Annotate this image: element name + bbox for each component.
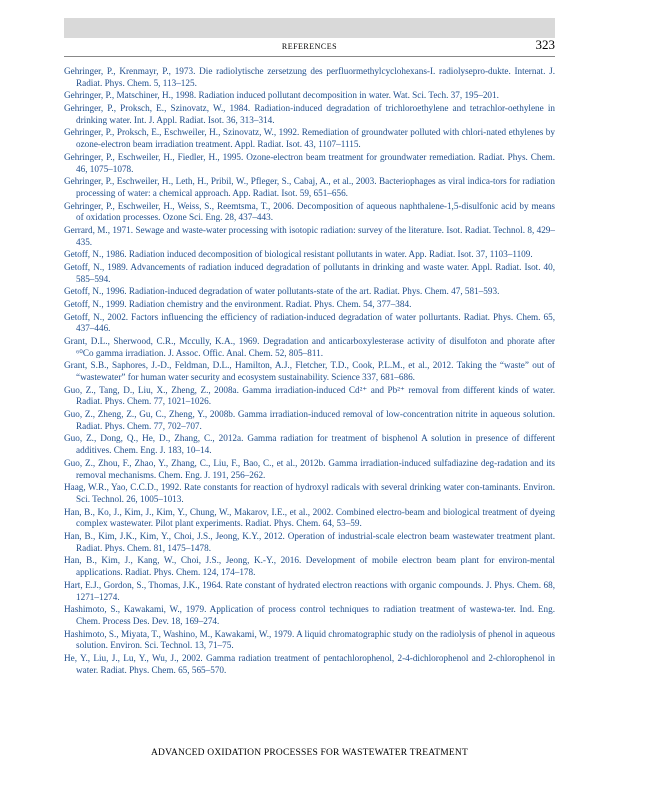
reference-item: Grant, D.L., Sherwood, C.R., Mccully, K.A., 1969. Degradation and anticarboxylesterase activity of disulfoton and phorate after ⁶⁰Co gamma irradiation. J. Assoc. Offic. Anal. Chem. 52, 805–811. <box>64 335 555 358</box>
header-band <box>64 18 555 38</box>
reference-list <box>64 66 555 677</box>
reference-item: Grant, S.B., Saphores, J.-D., Feldman, D.L., Hamilton, A.J., Fletcher, T.D., Cook, P.L.M., et al., 2012. Taking the “waste” out of “wastewater” for human water security and ecosystem sustainability. Science 337, 681–686. <box>64 360 555 383</box>
reference-item: Gehringer, P., Eschweiler, H., Leth, H., Pribil, W., Pfleger, S., Cabaj, A., et al., 2003. Bacteriophages as viral indica-tors for radiation processing of water: a chemical approach. App. Radiat. Isot. 59, 651–656. <box>64 176 555 198</box>
reference-item: Guo, Z., Zheng, Z., Gu, C., Zheng, Y., 2008b. Gamma irradiation-induced removal of low-concentration nitrite in aqueous solution. Radiat. Phys. Chem. 77, 702–707. <box>64 409 555 431</box>
reference-item: Hashimoto, S., Miyata, T., Washino, M., Kawakami, W., 1979. A liquid chromatographic study on the radiolysis of phenol in aqueous solution. Environ. Sci. Technol. 13, 71–75. <box>64 628 555 651</box>
reference-item: Han, B., Ko, J., Kim, J., Kim, Y., Chung, W., Makarov, I.E., et al., 2002. Combined electro-beam and biological treatment of dyeing complex wastewater. Pilot plant experiments. Radiat. Phys. Chem. 64, 53–59. <box>64 506 555 529</box>
reference-item: Getoff, N., 2002. Factors influencing the efficiency of radiation-induced degradation of water pollurtants. Radiat. Phys. Chem. 65, 437–446. <box>64 311 555 334</box>
reference-item: Getoff, N., 1989. Advancements of radiation induced degradation of pollutants in drinking and waste water. Appl. Radiat. Isot. 40, 585–594. <box>64 261 555 284</box>
reference-item: Getoff, N., 1996. Radiation-induced degradation of water pollutants-state of the art. Radiat. Phys. Chem. 47, 581–593. <box>64 286 500 297</box>
reference-item: Getoff, N., 1986. Radiation induced decomposition of biological resistant pollutants in water. App. Radiat. Isot. 37, 1103–1109. <box>64 249 533 260</box>
reference-item: Guo, Z., Dong, Q., He, D., Zhang, C., 2012a. Gamma radiation for treatment of bisphenol A solution in presence of different additives. Chem. Eng. J. 183, 10–14. <box>64 433 555 456</box>
reference-item: Guo, Z., Zhou, F., Zhao, Y., Zhang, C., Liu, F., Bao, C., et al., 2012b. Gamma irradiation-induced sulfadiazine deg-radation and its removal mechanisms. Chem. Eng. J. 191, 256–262. <box>64 457 555 480</box>
running-head: REFERENCES <box>281 42 338 51</box>
reference-item: Gehringer, P., Proksch, E., Eschweiler, H., Szinovatz, W., 1992. Remediation of groundwater polluted with chlori-nated ethylenes by ozone-electron beam irradiation treatment. Appl. Radiat. Isot. 43, 1107–1115. <box>64 127 555 150</box>
reference-item: Gehringer, P., Matschiner, H., 1998. Radiation induced pollutant decomposition in water. Wat. Sci. Tech. 37, 195–201. <box>64 90 499 101</box>
reference-item: He, Y., Liu, J., Lu, Y., Wu, J., 2002. Gamma radiation treatment of pentachlorophenol, 2-4-dichlorophenol and 2-chlorophenol in water. Radiat. Phys. Chem. 65, 565–570. <box>64 652 555 675</box>
reference-item: Haag, W.R., Yao, C.C.D., 1992. Rate constants for reaction of hydroxyl radicals with several drinking water con-taminants. Environ. Sci. Technol. 26, 1005–1013. <box>64 482 555 505</box>
reference-item: Han, B., Kim, J.K., Kim, Y., Choi, J.S., Jeong, K.Y., 2012. Operation of industrial-scale electron beam wastewater treatment plant. Radiat. Phys. Chem. 81, 1475–1478. <box>64 531 555 553</box>
reference-item: Han, B., Kim, J., Kang, W., Choi, J.S., Jeong, K.-Y., 2016. Development of mobile electron beam plant for environ-mental applications. Radiat. Phys. Chem. 124, 174–178. <box>64 555 555 578</box>
reference-item: Gehringer, P., Proksch, E., Szinovatz, W., 1984. Radiation-induced degradation of trichloroethylene and tetrachlor-oethylene in drinking water. Int. J. Appl. Radiat. Isot. 36, 313–314. <box>64 102 555 125</box>
reference-item: Hart, E.J., Gordon, S., Thomas, J.K., 1964. Rate constant of hydrated electron reactions with organic compounds. J. Phys. Chem. 68, 1271–1274. <box>64 579 555 602</box>
page-number: 323 <box>535 37 555 52</box>
reference-item: Gehringer, P., Krenmayr, P., 1973. Die radiolytische zersetzung des perfluormethylcyclohexans-I. radiolysepro-dukte. Internat. J. Radiat. Phys. Chem. 5, 113–125. <box>64 66 555 88</box>
reference-item: Hashimoto, S., Kawakami, W., 1979. Application of process control techniques to radiation treatment of wastewa-ter. Ind. Eng. Chem. Process Des. Dev. 18, 169–274. <box>64 604 555 626</box>
reference-item: Gerrard, M., 1971. Sewage and waste-water processing with isotopic radiation: survey of the literature. Isot. Radiat. Technol. 8, 429–435. <box>64 224 555 247</box>
page-header <box>64 38 555 57</box>
reference-item: Guo, Z., Tang, D., Liu, X., Zheng, Z., 2008a. Gamma irradiation-induced Cd²⁺ and Pb²⁺ removal from different kinds of water. Radiat. Phys. Chem. 77, 1021–1026. <box>64 384 555 407</box>
reference-item: Gehringer, P., Eschweiler, H., Weiss, S., Reemtsma, T., 2006. Decomposition of aqueous naphthalene-1,5-disulfonic acid by means of oxidation processes. Ozone Sci. Eng. 28, 437–443. <box>64 200 555 223</box>
reference-item: Gehringer, P., Eschweiler, H., Fiedler, H., 1995. Ozone-electron beam treatment for groundwater remediation. Radiat. Phys. Chem. 46, 1075–1078. <box>64 151 555 174</box>
reference-item: Getoff, N., 1999. Radiation chemistry and the environment. Radiat. Phys. Chem. 54, 377–384. <box>64 298 412 309</box>
book-title-footer: ADVANCED OXIDATION PROCESSES FOR WASTEWATER TREATMENT <box>151 748 468 758</box>
